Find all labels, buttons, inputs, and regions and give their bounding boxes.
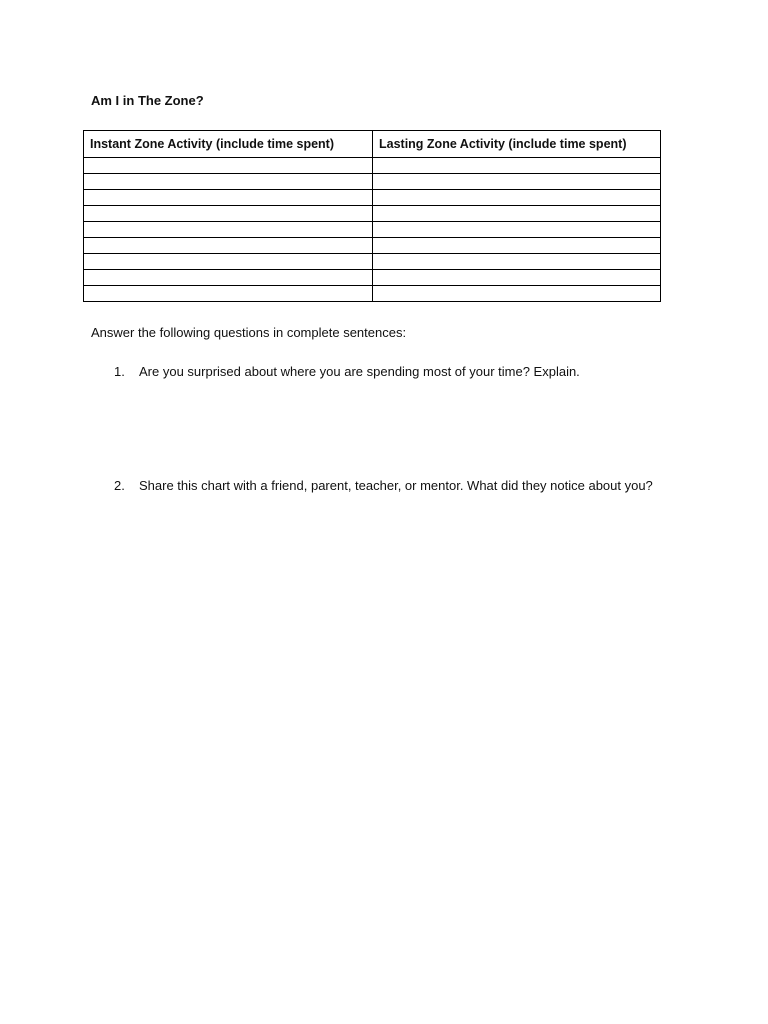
table-body <box>84 158 661 302</box>
lasting-zone-cell[interactable] <box>373 254 661 270</box>
instructions-text: Answer the following questions in complete sentences: <box>91 325 407 340</box>
lasting-zone-cell[interactable] <box>373 286 661 302</box>
instant-zone-cell[interactable] <box>84 286 373 302</box>
lasting-zone-cell[interactable] <box>373 270 661 286</box>
instant-zone-cell[interactable] <box>84 206 373 222</box>
table-row <box>84 190 661 206</box>
table-row <box>84 270 661 286</box>
table-row <box>84 158 661 174</box>
table-row <box>84 286 661 302</box>
instant-zone-cell[interactable] <box>84 190 373 206</box>
lasting-zone-cell[interactable] <box>373 158 661 174</box>
instant-zone-cell[interactable] <box>84 174 373 190</box>
question-2 <box>114 476 674 495</box>
lasting-zone-header: Lasting Zone Activity (include time spent) <box>373 131 661 158</box>
question-text: Share this chart with a friend, parent, teacher, or mentor. What did they notice about you? <box>139 478 653 493</box>
question-1 <box>114 362 674 381</box>
lasting-zone-cell[interactable] <box>373 206 661 222</box>
page-title: Am I in The Zone? <box>91 93 204 108</box>
instant-zone-header: Instant Zone Activity (include time spent) <box>84 131 373 158</box>
table-row <box>84 222 661 238</box>
instant-zone-cell[interactable] <box>84 254 373 270</box>
table-row <box>84 254 661 270</box>
table-row <box>84 206 661 222</box>
instant-zone-cell[interactable] <box>84 158 373 174</box>
lasting-zone-cell[interactable] <box>373 190 661 206</box>
question-number: 1. <box>114 364 125 379</box>
lasting-zone-cell[interactable] <box>373 174 661 190</box>
lasting-zone-cell[interactable] <box>373 238 661 254</box>
table-row <box>84 238 661 254</box>
lasting-zone-cell[interactable] <box>373 222 661 238</box>
table-row <box>84 174 661 190</box>
question-text: Are you surprised about where you are spending most of your time? Explain. <box>139 364 580 379</box>
instant-zone-cell[interactable] <box>84 238 373 254</box>
zone-activity-table <box>83 130 661 302</box>
instant-zone-cell[interactable] <box>84 222 373 238</box>
question-number: 2. <box>114 478 125 493</box>
table-header-row <box>84 131 661 158</box>
instant-zone-cell[interactable] <box>84 270 373 286</box>
